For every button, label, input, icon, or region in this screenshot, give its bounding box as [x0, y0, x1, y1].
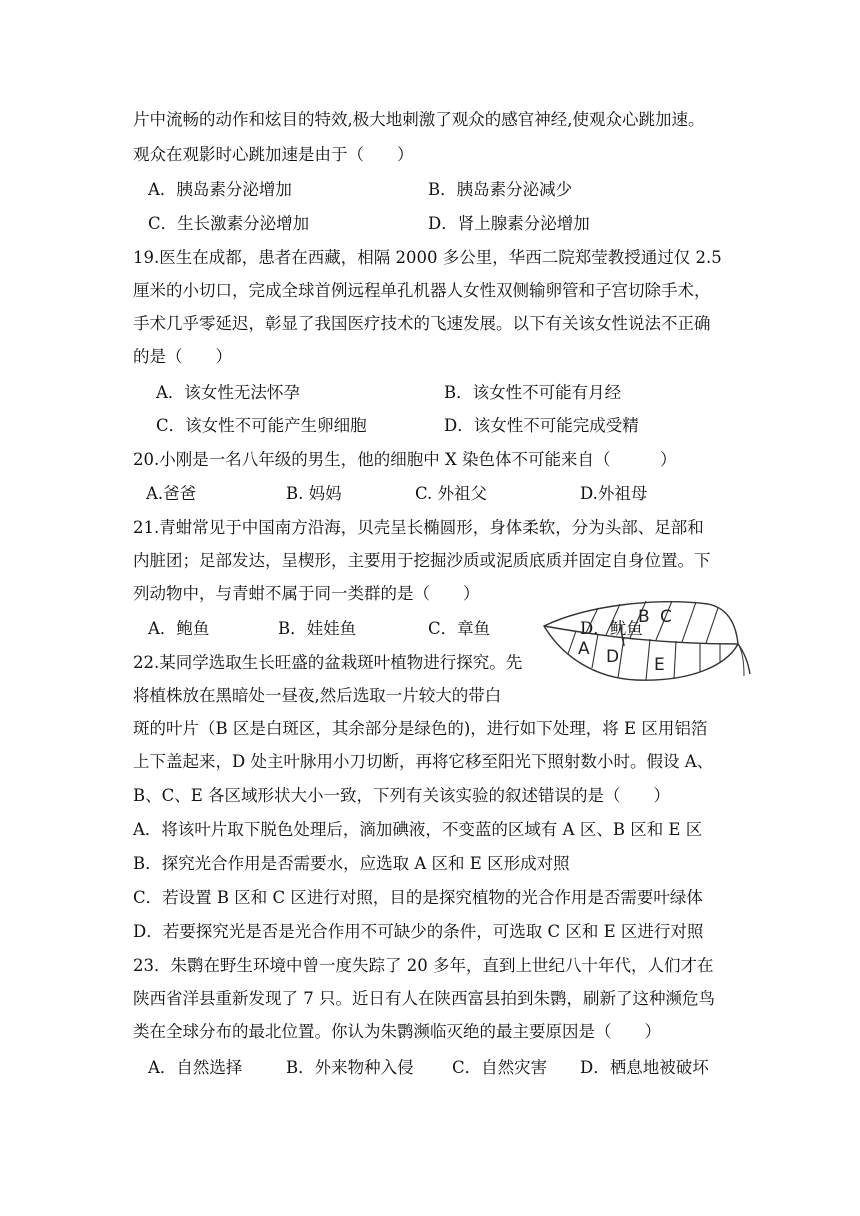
q19-stem-line3: 手术几乎零延迟，彰显了我国医疗技术的飞速发展。以下有关该女性说法不正确 — [133, 314, 711, 333]
leaf-label-e: E — [654, 655, 665, 675]
q19-option-c: C．该女性不可能产生卵细胞 — [156, 416, 367, 435]
q23-option-b: B．外来物种入侵 — [286, 1058, 414, 1077]
q21-stem-line1: 21.青蚶常见于中国南方沿海，贝壳呈长椭圆形，身体柔软，分为头部、足部和 — [133, 518, 704, 537]
leaf-label-c: C — [660, 607, 672, 627]
q18-option-b: B．胰岛素分泌减少 — [428, 180, 573, 199]
q18-option-c: C．生长激素分泌增加 — [148, 214, 310, 233]
q23-option-d: D．栖息地被破坏 — [580, 1058, 709, 1077]
q21-option-c: C．章鱼 — [428, 619, 491, 638]
leaf-label-b: B — [638, 607, 650, 627]
q20-option-c: C. 外祖父 — [415, 484, 488, 503]
q23-stem-line3: 类在全球分布的最北位置。你认为朱鹮濒临灭绝的最主要原因是（ ） — [133, 1022, 661, 1041]
q23-stem-line1: 23．朱鹮在野生环境中曾一度失踪了 20 多年，直到上世纪八十年代，人们才在 — [133, 956, 714, 975]
q21-option-b: B．娃娃鱼 — [278, 619, 357, 638]
q18-option-d: D．肾上腺素分泌增加 — [428, 214, 590, 233]
leaf-diagram — [540, 596, 752, 688]
q18-stem-line2: 观众在观影时心跳加速是由于（ ） — [133, 145, 414, 164]
q22-stem-line1: 22.某同学选取生长旺盛的盆栽斑叶植物进行探究。先 — [133, 653, 523, 672]
q21-stem-line2: 内脏团；足部发达，呈楔形，主要用于挖掘沙质或泥质底质并固定自身位置。下 — [133, 551, 711, 570]
q21-stem-line3: 列动物中，与青蚶不属于同一类群的是（ ） — [133, 584, 480, 603]
q21-option-a: A．鲍鱼 — [148, 619, 210, 638]
q20-stem: 20.小刚是一名八年级的男生，他的细胞中 X 染色体不可能来自（ ） — [133, 450, 677, 469]
q21-option-d: D．鱿鱼 — [580, 619, 643, 638]
q19-stem-line2: 厘米的小切口，完成全球首例远程单孔机器人女性双侧输卵管和子宫切除手术， — [133, 281, 711, 300]
q22-option-c: C．若设置 B 区和 C 区进行对照，目的是探究植物的光合作用是否需要叶绿体 — [133, 888, 703, 907]
cut-mark — [620, 624, 624, 646]
q22-stem-line3: 斑的叶片（B 区是白斑区，其余部分是绿色的)，进行如下处理，将 E 区用铝箔 — [133, 719, 708, 738]
q23-option-c: C．自然灾害 — [452, 1058, 548, 1077]
q18-option-a: A．胰岛素分泌增加 — [148, 180, 292, 199]
leaf-label-d: D — [606, 647, 620, 667]
q19-option-a: A．该女性无法怀孕 — [156, 383, 300, 402]
q19-option-d: D．该女性不可能完成受精 — [444, 416, 639, 435]
q22-stem-line4: 上下盖起来，D 处主叶脉用小刀切断，再将它移至阳光下照射数小时。假设 A、 — [133, 752, 714, 771]
q20-option-a: A.爸爸 — [146, 484, 197, 503]
q22-option-b: B．探究光合作用是否需要水，应选取 A 区和 E 区形成对照 — [133, 854, 570, 873]
q22-stem-line5: B、C、E 各区域形状大小一致，下列有关该实验的叙述错误的是（ ） — [133, 786, 671, 805]
q23-option-a: A．自然选择 — [148, 1058, 243, 1077]
q22-option-d: D．若要探究光是否是光合作用不可缺少的条件，可选取 C 区和 E 区进行对照 — [133, 922, 704, 941]
q19-stem-line4: 的是（ ） — [133, 347, 232, 366]
q22-stem-line2: 将植株放在黑暗处一昼夜,然后选取一片较大的带白 — [133, 686, 502, 705]
q20-option-b: B. 妈妈 — [286, 484, 342, 503]
q18-stem-line1: 片中流畅的动作和炫目的特效,极大地刺激了观众的感官神经,使观众心跳加速。 — [133, 110, 705, 129]
q19-stem-line1: 19.医生在成都，患者在西藏，相隔 2000 多公里，华西二院郑莹教授通过仅 2.5 — [133, 248, 722, 267]
q20-option-d: D.外祖母 — [580, 484, 648, 503]
q19-option-b: B．该女性不可能有月经 — [444, 383, 622, 402]
q22-option-a: A．将该叶片取下脱色处理后，滴加碘液，不变蓝的区域有 A 区、B 区和 E 区 — [133, 820, 703, 839]
q23-stem-line2: 陕西省洋县重新发现了 7 只。近日有人在陕西富县拍到朱鹮，刷新了这种濒危鸟 — [133, 989, 715, 1008]
leaf-label-a: A — [578, 639, 590, 659]
